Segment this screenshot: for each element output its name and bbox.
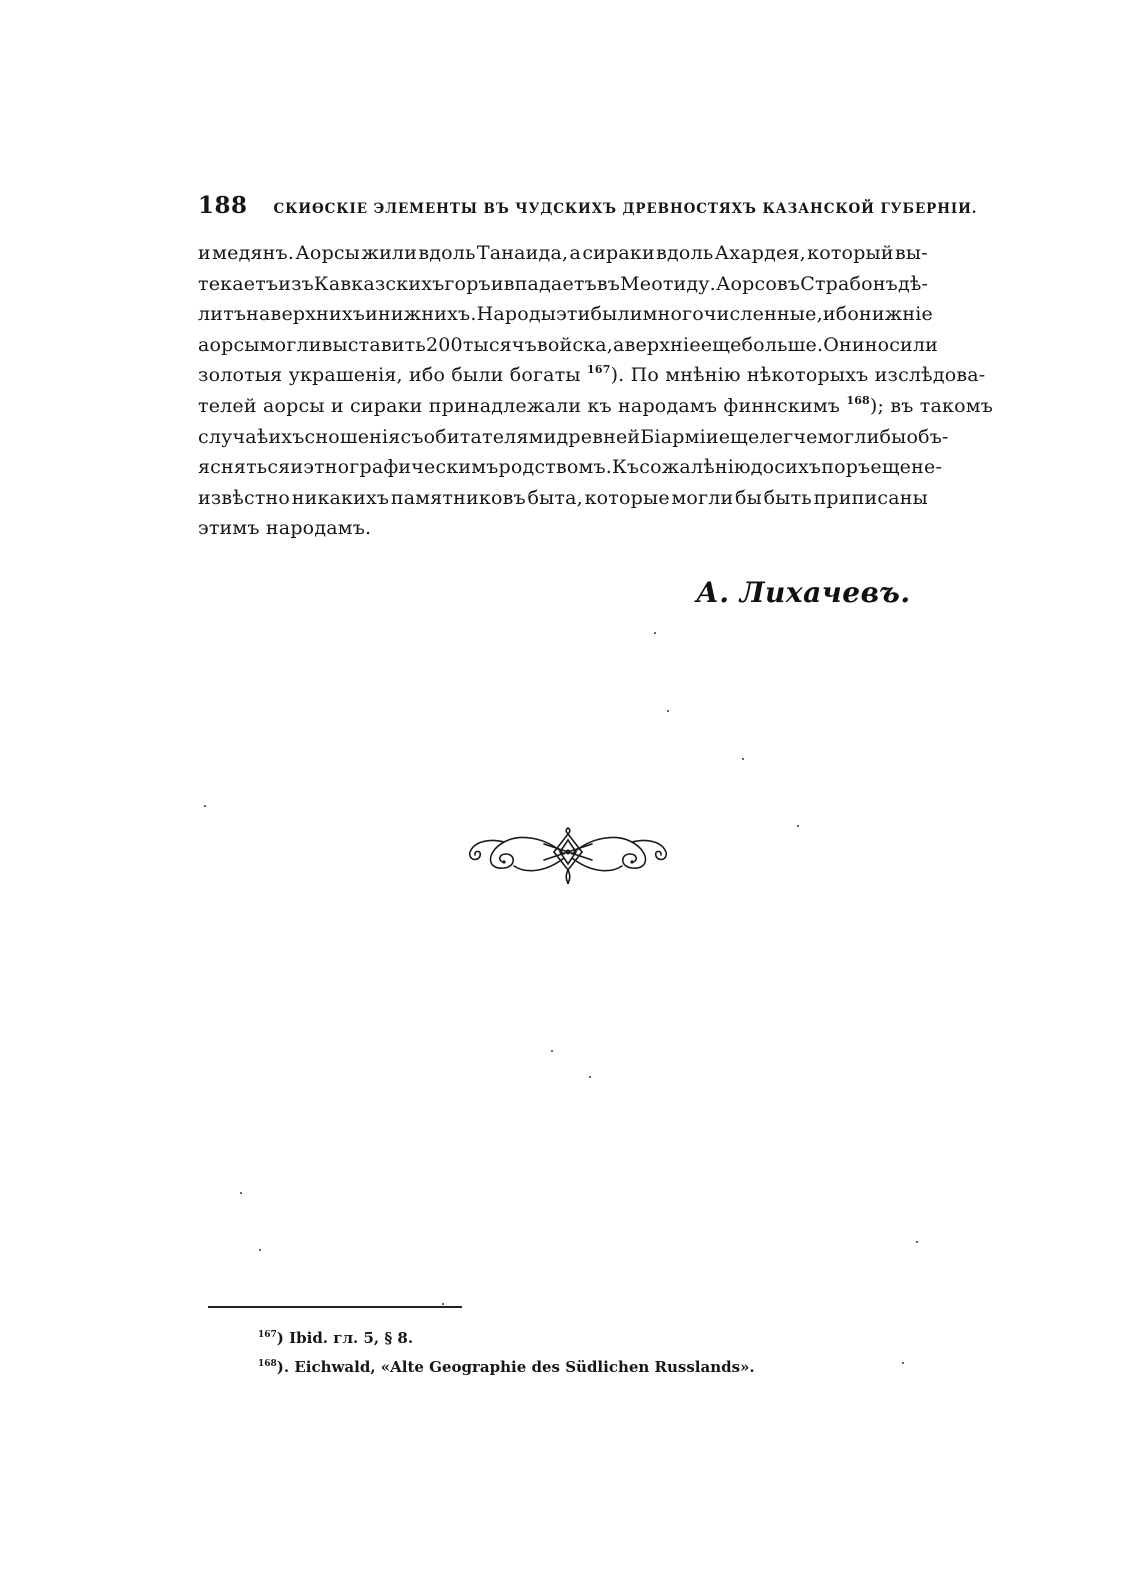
word: этнографическимъ xyxy=(303,456,499,479)
word: а xyxy=(569,242,582,264)
text-line xyxy=(198,269,928,300)
word: приписаны xyxy=(813,486,928,509)
word: сираки xyxy=(582,242,655,264)
vignette-ornament-icon xyxy=(464,826,672,886)
footnote-number: 168 xyxy=(258,1359,277,1369)
text-line xyxy=(198,299,933,330)
word: вдоль xyxy=(418,242,476,264)
word: еще xyxy=(870,456,912,479)
footnote-separator xyxy=(208,1306,462,1308)
word: родствомъ. xyxy=(498,456,613,479)
footnote xyxy=(258,1324,858,1353)
word: Ахардея, xyxy=(714,242,806,264)
word: 200 xyxy=(425,333,463,356)
word: ихъ xyxy=(268,425,305,448)
footnote xyxy=(258,1353,858,1382)
word: Они xyxy=(823,333,865,356)
scan-speck xyxy=(259,1249,261,1251)
scan-speck xyxy=(204,805,206,807)
word: сихъ xyxy=(774,456,822,479)
word: которые xyxy=(584,486,670,509)
word: быта, xyxy=(527,486,583,509)
word: бы xyxy=(879,425,907,448)
word: аорсы xyxy=(198,333,260,356)
word: изъ xyxy=(278,272,314,295)
word: и xyxy=(290,456,304,479)
author-signature: А. Лихачевъ. xyxy=(696,576,911,609)
word: Народы xyxy=(476,303,557,326)
word: нижнихъ. xyxy=(377,303,477,326)
word: могли xyxy=(671,486,734,509)
word: верхніе xyxy=(624,333,701,356)
word: быть xyxy=(763,486,812,509)
word: обитателями xyxy=(423,425,557,448)
word: ибо xyxy=(822,303,859,326)
word: Біарміи xyxy=(640,425,719,448)
word: верхнихъ xyxy=(270,303,366,326)
text-line xyxy=(198,422,949,453)
text-segment: золотыя украшенія, ибо были богаты xyxy=(198,364,581,387)
text-line xyxy=(198,452,943,483)
text-line xyxy=(198,391,994,422)
page-header xyxy=(198,192,978,224)
word: могли xyxy=(817,425,880,448)
scan-speck xyxy=(742,758,744,760)
word: съ xyxy=(400,425,424,448)
word: поръ xyxy=(821,456,871,479)
word: сожалѣнію xyxy=(639,456,751,479)
word: а xyxy=(613,333,625,356)
word: и xyxy=(365,303,378,326)
word: нижніе xyxy=(858,303,933,326)
scan-speck xyxy=(654,632,656,634)
word: многочисленные, xyxy=(642,303,823,326)
running-title: СКИѲСКІЕ ЭЛЕМЕНТЫ ВЪ ЧУДСКИХЪ ДРЕВНОСТЯХЪ КАЗАНСКОЙ ГУБЕРНІИ. xyxy=(273,201,978,217)
word: Меотиду. xyxy=(620,272,716,295)
word: Танаида, xyxy=(476,242,569,264)
word: и xyxy=(198,242,211,264)
word: никакихъ xyxy=(291,486,390,509)
word: бы xyxy=(735,486,762,509)
footnote-reference: 168 xyxy=(846,393,870,407)
scan-speck xyxy=(442,1303,444,1305)
word: Аорсовъ xyxy=(715,272,801,295)
word: Страбонъ xyxy=(800,272,898,295)
word: Кавказскихъ xyxy=(313,272,445,295)
footnotes xyxy=(258,1324,858,1382)
word: могли xyxy=(259,333,322,356)
word: ясняться xyxy=(198,456,291,479)
word: вы- xyxy=(895,242,928,264)
scan-speck xyxy=(797,825,799,827)
footnote-text: ). Eichwald, «Alte Geographie des Südlichen Russlands». xyxy=(276,1358,755,1376)
word: объ- xyxy=(906,425,949,448)
word: легче xyxy=(759,425,818,448)
page-number: 188 xyxy=(198,192,248,219)
word: войска, xyxy=(536,333,614,356)
word: на xyxy=(246,303,271,326)
word: текаетъ xyxy=(198,272,279,295)
scan-speck xyxy=(667,710,669,712)
text-segment: телей аорсы и сираки принадлежали къ народамъ финнскимъ xyxy=(198,394,841,417)
word: памятниковъ xyxy=(390,486,526,509)
scan-speck xyxy=(902,1362,904,1364)
word: тысячъ xyxy=(462,333,537,356)
word: древней xyxy=(556,425,641,448)
footnote-text: ) Ibid. гл. 5, § 8. xyxy=(276,1329,414,1347)
text-segment: ); въ такомъ xyxy=(869,394,994,417)
word: горъ xyxy=(444,272,491,295)
text-segment: ). По мнѣнію нѣкоторыхъ изслѣдова- xyxy=(610,364,986,387)
word: были xyxy=(590,303,643,326)
word: извѣстно xyxy=(198,486,291,509)
scan-speck xyxy=(240,1192,242,1194)
text-line xyxy=(198,360,986,391)
word: больше. xyxy=(741,333,824,356)
word: не- xyxy=(911,456,943,479)
word: жили xyxy=(361,242,418,264)
word: носили xyxy=(864,333,939,356)
word: случаѣ xyxy=(198,425,269,448)
footnote-reference: 167 xyxy=(587,363,611,377)
word: въ xyxy=(596,272,621,295)
text-line xyxy=(198,483,928,514)
scan-speck xyxy=(589,1076,591,1078)
word: литъ xyxy=(198,303,247,326)
text-line xyxy=(198,238,928,269)
word: еще xyxy=(700,333,742,356)
word: выставить xyxy=(321,333,426,356)
word: дѣ- xyxy=(897,272,929,295)
word: который xyxy=(807,242,894,264)
word: и xyxy=(490,272,504,295)
text-line xyxy=(198,330,939,361)
body-paragraph xyxy=(198,238,994,544)
word: Къ xyxy=(612,456,640,479)
footnote-number: 167 xyxy=(258,1330,277,1340)
word: еще xyxy=(718,425,760,448)
word: эти xyxy=(556,303,591,326)
word: до xyxy=(750,456,775,479)
text-line: этимъ народамъ. xyxy=(198,517,372,540)
word: сношенія xyxy=(304,425,401,448)
word: медянъ. xyxy=(212,242,295,264)
word: впадаетъ xyxy=(503,272,597,295)
scan-speck xyxy=(916,1241,918,1243)
word: вдоль xyxy=(656,242,714,264)
word: Аорсы xyxy=(295,242,361,264)
scan-speck xyxy=(551,1050,553,1052)
